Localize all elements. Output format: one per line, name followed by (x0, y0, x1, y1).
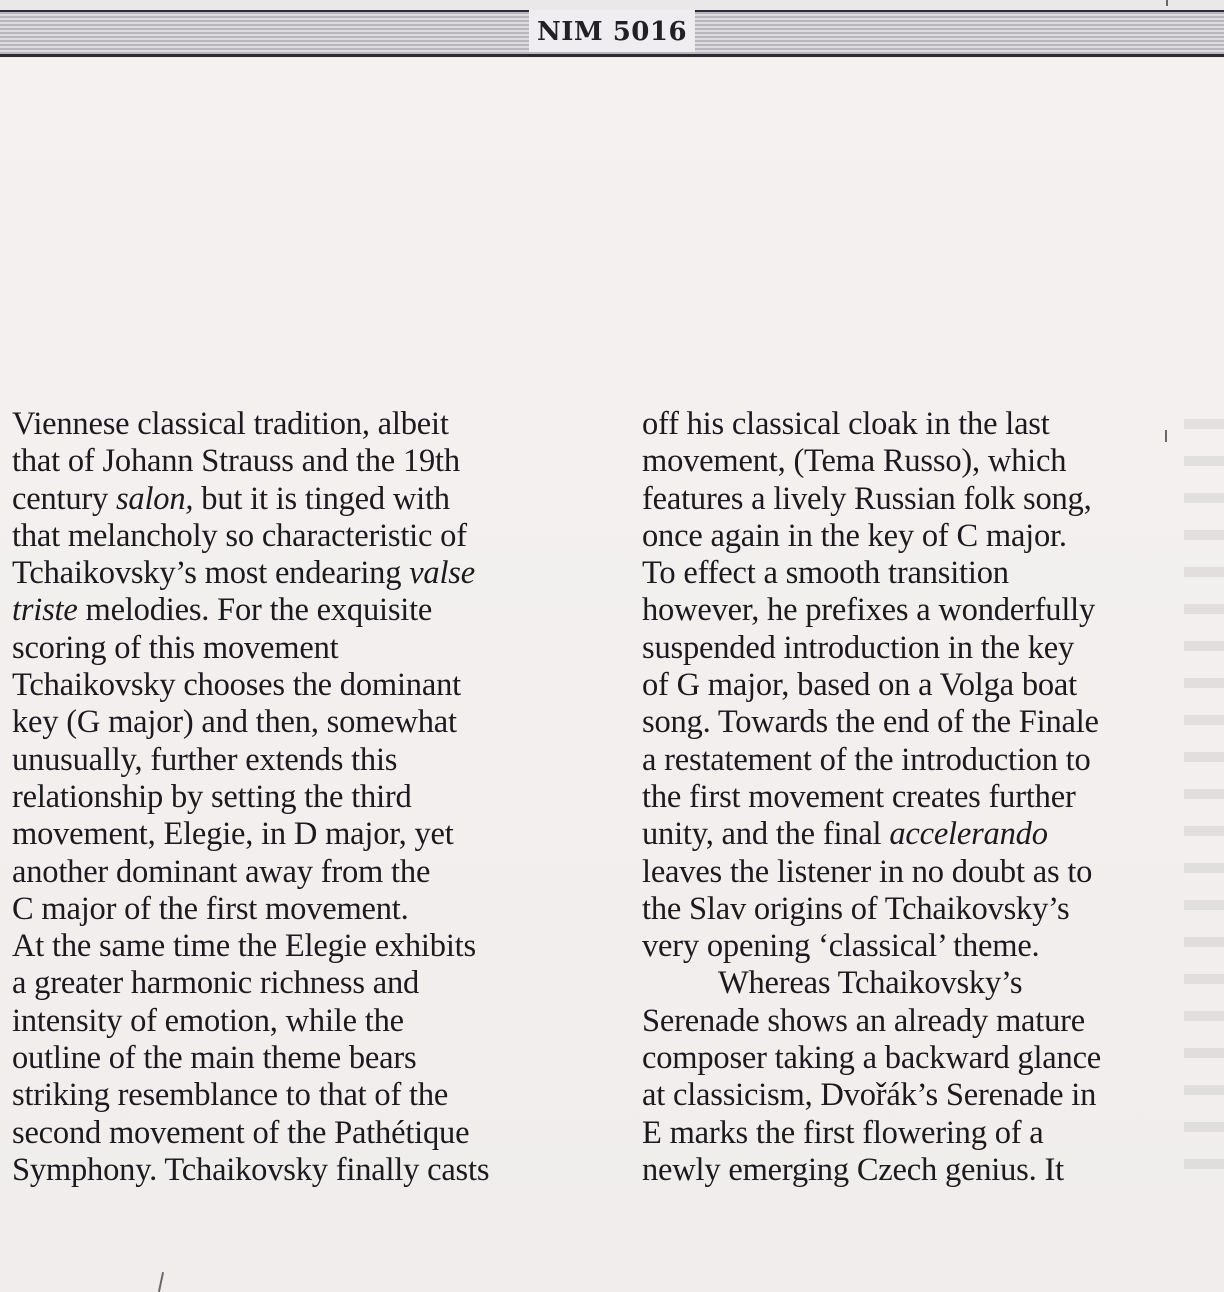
text-line (12, 965, 602, 1002)
text-line (642, 928, 1217, 965)
text-segment: leaves the listener in no doubt as to (642, 853, 1093, 890)
text-segment: movement, (Tema Russo), which (642, 443, 1067, 480)
text-segment: suspended introduction in the key (642, 629, 1075, 666)
text-line (12, 630, 602, 667)
text-line (12, 518, 602, 555)
text-segment: key (G major) and then, somewhat (12, 704, 457, 741)
text-line (12, 891, 602, 928)
paper-mark (1165, 430, 1167, 442)
text-line (642, 704, 1217, 741)
text-segment: Whereas Tchaikovsky’s (718, 965, 1023, 1002)
text-segment: scoring of this movement (12, 629, 339, 666)
text-line (12, 406, 602, 443)
text-segment: Tchaikovsky’s most endearing (12, 555, 410, 592)
text-segment: second movement of the Pathétique (12, 1114, 470, 1151)
text-segment: Tchaikovsky chooses the dominant (12, 667, 461, 704)
text-segment: that melancholy so characteristic of (12, 517, 467, 554)
text-line (12, 1152, 602, 1189)
text-line (642, 518, 1217, 555)
text-segment: E marks the first flowering of a (642, 1114, 1044, 1151)
text-segment: very opening ‘classical’ theme. (642, 928, 1040, 965)
text-segment: a greater harmonic richness and (12, 965, 420, 1002)
text-line (642, 481, 1217, 518)
text-line (642, 1152, 1217, 1189)
text-segment: Serenade shows an already mature (642, 1002, 1085, 1039)
text-line (642, 779, 1217, 816)
text-segment: once again in the key of C major. (642, 517, 1067, 554)
text-segment: the first movement creates further (642, 778, 1076, 815)
text-segment: newly emerging Czech genius. It (642, 1151, 1064, 1188)
text-segment: however, he prefixes a wonderfully (642, 592, 1096, 629)
text-segment: composer taking a backward glance (642, 1040, 1102, 1077)
text-line (642, 1003, 1217, 1040)
text-segment: century (12, 480, 116, 517)
text-segment: a restatement of the introduction to (642, 741, 1091, 778)
text-line (12, 816, 602, 853)
text-segment: Symphony. Tchaikovsky finally casts (12, 1151, 490, 1188)
text-segment: features a lively Russian folk song, (642, 480, 1092, 517)
italic-term: accelerando (889, 816, 1048, 853)
right-text-column (642, 406, 1217, 1189)
text-segment: at classicism, Dvořák’s Serenade in (642, 1077, 1097, 1114)
text-line (642, 555, 1217, 592)
text-segment: unusually, further extends this (12, 741, 398, 778)
text-line (642, 965, 1217, 1002)
text-segment: intensity of emotion, while the (12, 1002, 404, 1039)
text-line (12, 1115, 602, 1152)
text-line (642, 592, 1217, 629)
text-segment: movement, Elegie, in D major, yet (12, 816, 454, 853)
text-line (12, 928, 602, 965)
text-line (642, 443, 1217, 480)
text-segment: melodies. For the exquisite (77, 592, 433, 629)
text-line (12, 704, 602, 741)
text-line (12, 481, 602, 518)
text-line (12, 854, 602, 891)
text-line (12, 443, 602, 480)
text-line (12, 1040, 602, 1077)
text-line (12, 555, 602, 592)
text-line (12, 779, 602, 816)
text-segment: relationship by setting the third (12, 778, 412, 815)
text-line (12, 1077, 602, 1114)
text-segment: C major of the first movement. (12, 890, 409, 927)
text-line (642, 816, 1217, 853)
text-segment: off his classical cloak in the last (642, 406, 1050, 442)
text-line (642, 891, 1217, 928)
text-segment: song. Towards the end of the Finale (642, 704, 1099, 741)
text-line (642, 667, 1217, 704)
text-line (12, 592, 602, 629)
text-line (642, 1040, 1217, 1077)
text-segment: outline of the main theme bears (12, 1040, 417, 1077)
italic-term: salon, (115, 480, 194, 517)
text-line (642, 1115, 1217, 1152)
italic-term: triste (12, 592, 78, 629)
paper-mark (158, 1272, 164, 1292)
text-line (642, 742, 1217, 779)
paper-mark (1166, 0, 1168, 6)
text-segment: the Slav origins of Tchaikovsky’s (642, 890, 1070, 927)
text-line (642, 1077, 1217, 1114)
text-segment: Viennese classical tradition, albeit (12, 406, 449, 442)
text-line (12, 667, 602, 704)
text-segment: of G major, based on a Volga boat (642, 667, 1077, 704)
text-segment: that of Johann Strauss and the 19th (12, 443, 460, 480)
text-line (642, 630, 1217, 667)
text-segment: another dominant away from the (12, 853, 431, 890)
text-line (12, 742, 602, 779)
text-line (642, 406, 1217, 443)
text-line (12, 1003, 602, 1040)
text-line (642, 854, 1217, 891)
catalog-number: NIM 5016 (529, 10, 695, 52)
text-segment: but it is tinged with (193, 480, 450, 517)
text-segment: To effect a smooth transition (642, 555, 1009, 592)
italic-term: valse (409, 555, 475, 592)
text-segment: At the same time the Elegie exhibits (12, 928, 476, 965)
header-band (0, 0, 1224, 58)
text-segment: striking resemblance to that of the (12, 1077, 449, 1114)
text-segment: unity, and the final (642, 816, 890, 853)
left-text-column (12, 406, 602, 1189)
